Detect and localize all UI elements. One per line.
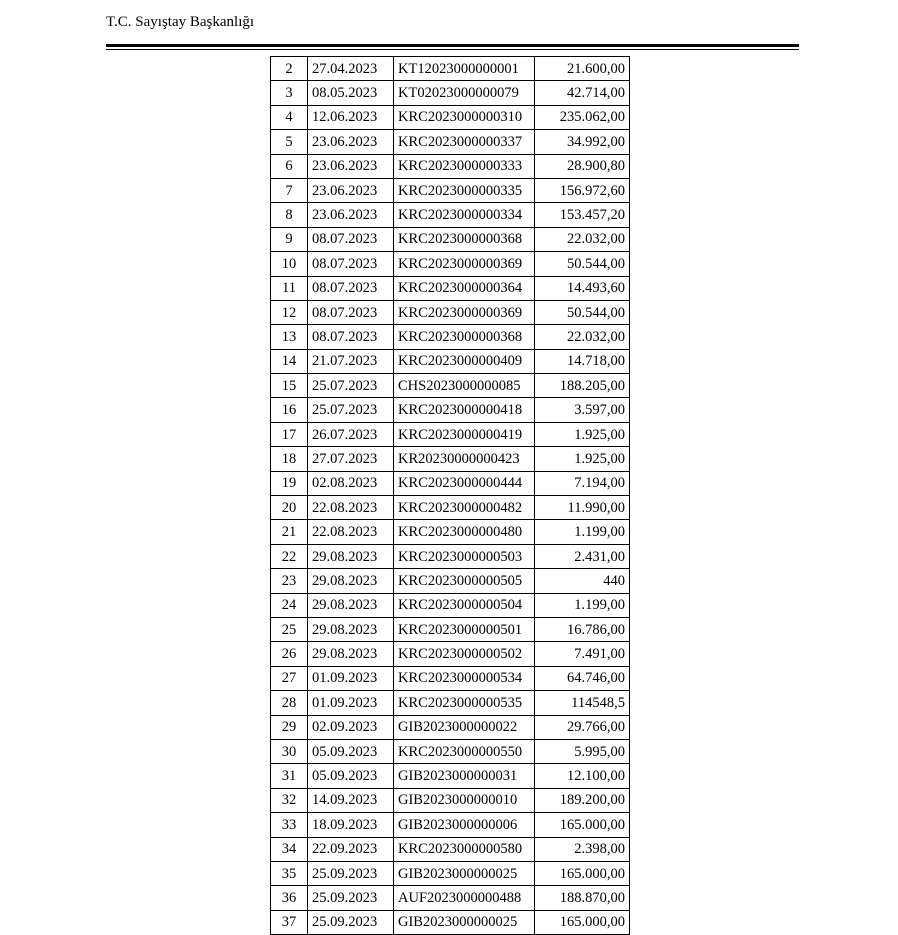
date-cell: 29.08.2023 [308, 617, 394, 641]
row-number-cell: 6 [271, 154, 308, 178]
table-row [271, 276, 630, 300]
document-number-cell: KRC2023000000580 [394, 837, 535, 861]
amount-cell: 16.786,00 [535, 617, 630, 641]
date-cell: 14.09.2023 [308, 788, 394, 812]
document-number-cell: KRC2023000000480 [394, 520, 535, 544]
document-number-cell: KRC2023000000502 [394, 642, 535, 666]
table-row [271, 715, 630, 739]
amount-cell: 153.457,20 [535, 203, 630, 227]
document-number-cell: KRC2023000000369 [394, 300, 535, 324]
row-number-cell: 8 [271, 203, 308, 227]
table-row [271, 422, 630, 446]
date-cell: 12.06.2023 [308, 105, 394, 129]
amount-cell: 22.032,00 [535, 325, 630, 349]
document-number-cell: KRC2023000000504 [394, 593, 535, 617]
table-row [271, 813, 630, 837]
table-row [271, 300, 630, 324]
amount-cell: 7.194,00 [535, 471, 630, 495]
amount-cell: 34.992,00 [535, 130, 630, 154]
table-row [271, 154, 630, 178]
document-number-cell: KRC2023000000368 [394, 227, 535, 251]
row-number-cell: 31 [271, 764, 308, 788]
amount-cell: 165.000,00 [535, 813, 630, 837]
row-number-cell: 10 [271, 252, 308, 276]
document-number-cell: KT02023000000079 [394, 81, 535, 105]
amount-cell: 188.870,00 [535, 886, 630, 910]
amount-cell: 188.205,00 [535, 374, 630, 398]
date-cell: 26.07.2023 [308, 422, 394, 446]
table-row [271, 886, 630, 910]
date-cell: 22.08.2023 [308, 520, 394, 544]
amount-cell: 440 [535, 569, 630, 593]
table-row [271, 227, 630, 251]
document-number-cell: KRC2023000000409 [394, 349, 535, 373]
date-cell: 23.06.2023 [308, 203, 394, 227]
date-cell: 01.09.2023 [308, 666, 394, 690]
table-row [271, 203, 630, 227]
date-cell: 23.06.2023 [308, 178, 394, 202]
date-cell: 02.08.2023 [308, 471, 394, 495]
document-number-cell: GIB2023000000025 [394, 910, 535, 934]
row-number-cell: 3 [271, 81, 308, 105]
table-row [271, 617, 630, 641]
date-cell: 29.08.2023 [308, 593, 394, 617]
amount-cell: 7.491,00 [535, 642, 630, 666]
amount-cell: 3.597,00 [535, 398, 630, 422]
date-cell: 29.08.2023 [308, 544, 394, 568]
document-number-cell: GIB2023000000031 [394, 764, 535, 788]
row-number-cell: 11 [271, 276, 308, 300]
amount-cell: 29.766,00 [535, 715, 630, 739]
records-table-body [271, 57, 630, 935]
table-row [271, 593, 630, 617]
amount-cell: 64.746,00 [535, 666, 630, 690]
document-number-cell: KRC2023000000335 [394, 178, 535, 202]
amount-cell: 50.544,00 [535, 300, 630, 324]
amount-cell: 21.600,00 [535, 57, 630, 81]
amount-cell: 156.972,60 [535, 178, 630, 202]
table-row [271, 764, 630, 788]
document-number-cell: KRC2023000000534 [394, 666, 535, 690]
table-row [271, 569, 630, 593]
table-row [271, 642, 630, 666]
table-row [271, 861, 630, 885]
document-number-cell: KRC2023000000444 [394, 471, 535, 495]
table-row [271, 691, 630, 715]
table-row [271, 81, 630, 105]
date-cell: 18.09.2023 [308, 813, 394, 837]
amount-cell: 28.900,80 [535, 154, 630, 178]
table-row [271, 910, 630, 934]
amount-cell: 14.718,00 [535, 349, 630, 373]
document-number-cell: GIB2023000000025 [394, 861, 535, 885]
row-number-cell: 9 [271, 227, 308, 251]
row-number-cell: 29 [271, 715, 308, 739]
document-number-cell: KRC2023000000310 [394, 105, 535, 129]
row-number-cell: 21 [271, 520, 308, 544]
table-row [271, 471, 630, 495]
table-row [271, 325, 630, 349]
header-rule-thin [106, 49, 799, 50]
document-number-cell: KT12023000000001 [394, 57, 535, 81]
document-number-cell: KRC2023000000333 [394, 154, 535, 178]
row-number-cell: 18 [271, 447, 308, 471]
row-number-cell: 4 [271, 105, 308, 129]
date-cell: 21.07.2023 [308, 349, 394, 373]
document-number-cell: KRC2023000000334 [394, 203, 535, 227]
row-number-cell: 16 [271, 398, 308, 422]
document-number-cell: CHS2023000000085 [394, 374, 535, 398]
date-cell: 08.05.2023 [308, 81, 394, 105]
row-number-cell: 26 [271, 642, 308, 666]
document-number-cell: KRC2023000000369 [394, 252, 535, 276]
row-number-cell: 24 [271, 593, 308, 617]
date-cell: 05.09.2023 [308, 764, 394, 788]
document-number-cell: KR20230000000423 [394, 447, 535, 471]
date-cell: 25.07.2023 [308, 374, 394, 398]
document-number-cell: KRC2023000000368 [394, 325, 535, 349]
document-number-cell: KRC2023000000503 [394, 544, 535, 568]
row-number-cell: 14 [271, 349, 308, 373]
row-number-cell: 30 [271, 739, 308, 763]
amount-cell: 5.995,00 [535, 739, 630, 763]
amount-cell: 1.925,00 [535, 422, 630, 446]
document-number-cell: KRC2023000000364 [394, 276, 535, 300]
row-number-cell: 2 [271, 57, 308, 81]
row-number-cell: 36 [271, 886, 308, 910]
document-number-cell: AUF2023000000488 [394, 886, 535, 910]
amount-cell: 14.493,60 [535, 276, 630, 300]
amount-cell: 12.100,00 [535, 764, 630, 788]
date-cell: 25.07.2023 [308, 398, 394, 422]
amount-cell: 165.000,00 [535, 910, 630, 934]
date-cell: 29.08.2023 [308, 642, 394, 666]
page-header-title: T.C. Sayıştay Başkanlığı [106, 14, 255, 30]
records-table [270, 56, 630, 935]
table-row [271, 178, 630, 202]
table-row [271, 520, 630, 544]
table-row [271, 739, 630, 763]
row-number-cell: 22 [271, 544, 308, 568]
date-cell: 22.08.2023 [308, 496, 394, 520]
document-number-cell: KRC2023000000418 [394, 398, 535, 422]
row-number-cell: 12 [271, 300, 308, 324]
date-cell: 25.09.2023 [308, 910, 394, 934]
table-row [271, 788, 630, 812]
document-number-cell: KRC2023000000535 [394, 691, 535, 715]
amount-cell: 189.200,00 [535, 788, 630, 812]
document-number-cell: GIB2023000000006 [394, 813, 535, 837]
row-number-cell: 15 [271, 374, 308, 398]
table-row [271, 666, 630, 690]
row-number-cell: 28 [271, 691, 308, 715]
document-number-cell: GIB2023000000010 [394, 788, 535, 812]
amount-cell: 42.714,00 [535, 81, 630, 105]
header-rule-thick [106, 44, 799, 47]
row-number-cell: 17 [271, 422, 308, 446]
document-number-cell: GIB2023000000022 [394, 715, 535, 739]
row-number-cell: 37 [271, 910, 308, 934]
date-cell: 29.08.2023 [308, 569, 394, 593]
table-row [271, 349, 630, 373]
date-cell: 05.09.2023 [308, 739, 394, 763]
date-cell: 23.06.2023 [308, 154, 394, 178]
date-cell: 23.06.2023 [308, 130, 394, 154]
amount-cell: 11.990,00 [535, 496, 630, 520]
table-row [271, 544, 630, 568]
date-cell: 22.09.2023 [308, 837, 394, 861]
row-number-cell: 23 [271, 569, 308, 593]
date-cell: 08.07.2023 [308, 276, 394, 300]
table-row [271, 398, 630, 422]
row-number-cell: 25 [271, 617, 308, 641]
row-number-cell: 34 [271, 837, 308, 861]
amount-cell: 50.544,00 [535, 252, 630, 276]
date-cell: 27.04.2023 [308, 57, 394, 81]
document-number-cell: KRC2023000000505 [394, 569, 535, 593]
amount-cell: 22.032,00 [535, 227, 630, 251]
amount-cell: 114548,5 [535, 691, 630, 715]
date-cell: 01.09.2023 [308, 691, 394, 715]
date-cell: 02.09.2023 [308, 715, 394, 739]
amount-cell: 1.925,00 [535, 447, 630, 471]
amount-cell: 1.199,00 [535, 593, 630, 617]
date-cell: 08.07.2023 [308, 252, 394, 276]
row-number-cell: 20 [271, 496, 308, 520]
amount-cell: 2.431,00 [535, 544, 630, 568]
table-row [271, 374, 630, 398]
table-row [271, 57, 630, 81]
amount-cell: 1.199,00 [535, 520, 630, 544]
document-number-cell: KRC2023000000419 [394, 422, 535, 446]
document-number-cell: KRC2023000000550 [394, 739, 535, 763]
amount-cell: 2.398,00 [535, 837, 630, 861]
date-cell: 08.07.2023 [308, 300, 394, 324]
table-row [271, 496, 630, 520]
amount-cell: 235.062,00 [535, 105, 630, 129]
date-cell: 25.09.2023 [308, 861, 394, 885]
document-number-cell: KRC2023000000482 [394, 496, 535, 520]
row-number-cell: 27 [271, 666, 308, 690]
date-cell: 25.09.2023 [308, 886, 394, 910]
table-row [271, 837, 630, 861]
row-number-cell: 33 [271, 813, 308, 837]
document-number-cell: KRC2023000000501 [394, 617, 535, 641]
row-number-cell: 5 [271, 130, 308, 154]
document-number-cell: KRC2023000000337 [394, 130, 535, 154]
row-number-cell: 7 [271, 178, 308, 202]
date-cell: 08.07.2023 [308, 325, 394, 349]
date-cell: 08.07.2023 [308, 227, 394, 251]
row-number-cell: 32 [271, 788, 308, 812]
row-number-cell: 13 [271, 325, 308, 349]
table-row [271, 252, 630, 276]
row-number-cell: 35 [271, 861, 308, 885]
row-number-cell: 19 [271, 471, 308, 495]
amount-cell: 165.000,00 [535, 861, 630, 885]
table-row [271, 105, 630, 129]
table-row [271, 447, 630, 471]
date-cell: 27.07.2023 [308, 447, 394, 471]
table-row [271, 130, 630, 154]
